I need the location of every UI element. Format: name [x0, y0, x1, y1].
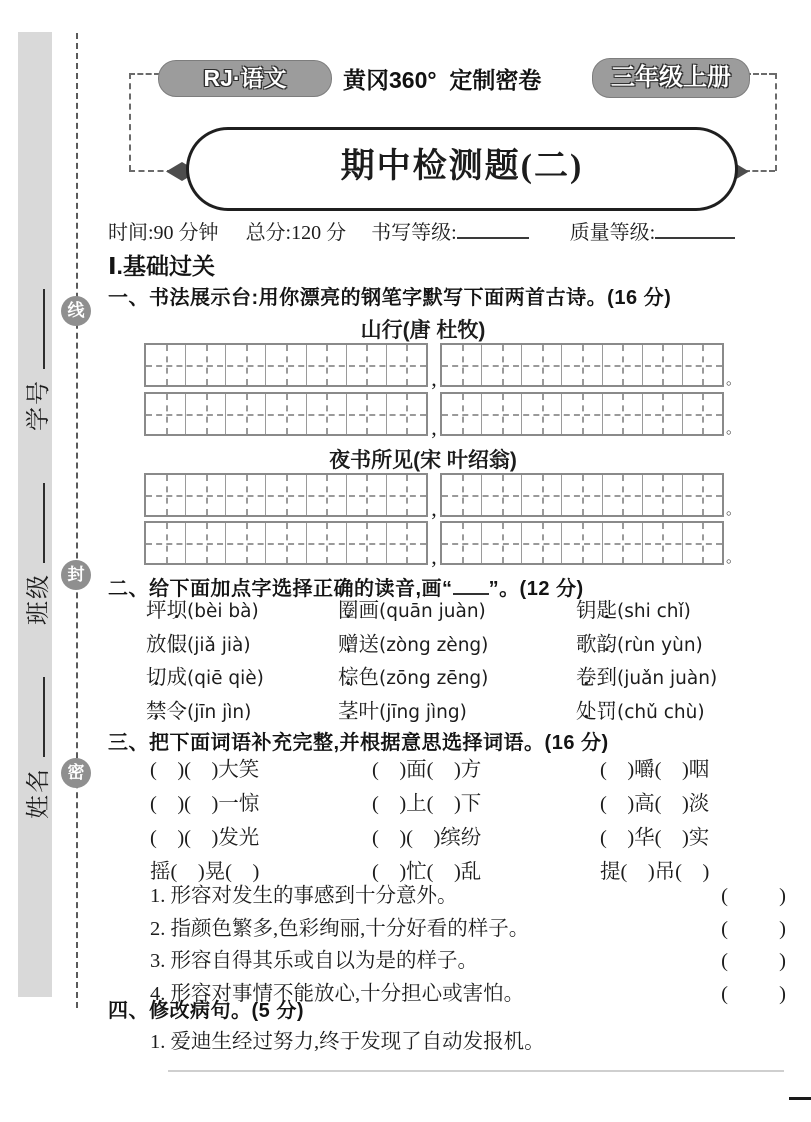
writing-cell[interactable] — [226, 394, 266, 434]
time-label: 时间:90 分钟 — [108, 222, 219, 244]
writing-cell[interactable] — [643, 475, 683, 515]
writing-grid[interactable] — [144, 392, 428, 436]
subject-badge: RJ·语文 — [158, 60, 332, 97]
writing-cell[interactable] — [482, 345, 522, 385]
writing-grade-field[interactable] — [457, 218, 529, 239]
writing-cell[interactable] — [683, 394, 722, 434]
total-score-label: 总分:120 分 — [245, 222, 347, 244]
writing-cell[interactable] — [146, 475, 186, 515]
phrase-item[interactable]: ( )嚼( )咽 — [600, 759, 710, 781]
phrase-item[interactable]: 提( )吊( ) — [600, 861, 710, 883]
writing-cell[interactable] — [522, 345, 562, 385]
definition-answer-field[interactable]: ( ) — [721, 885, 786, 907]
part1-heading: Ⅰ.基础过关 — [108, 253, 215, 279]
definition-text: 1. 形容对发生的事感到十分意外。 — [150, 885, 458, 907]
exam-body — [108, 212, 800, 1122]
writing-cell[interactable] — [603, 523, 643, 563]
pronunciation-choices — [108, 595, 800, 729]
writing-cell[interactable] — [683, 345, 722, 385]
definition-answer-field[interactable]: ( ) — [721, 982, 786, 1005]
writing-cell[interactable] — [226, 475, 266, 515]
student-info-fields — [18, 32, 52, 997]
writing-cell[interactable] — [387, 523, 426, 563]
definition-text: 3. 形容自得其乐或自以为是的样子。 — [150, 950, 478, 972]
writing-cell[interactable] — [307, 523, 347, 563]
word-item[interactable]: 歌韵(rùn yùn) — [576, 633, 703, 656]
phrase-item[interactable]: ( )高( )淡 — [600, 793, 710, 815]
question3-heading: 三、把下面词语补充完整,并根据意思选择词语。(16 分) — [108, 732, 609, 754]
writing-cell[interactable] — [603, 475, 643, 515]
writing-cell[interactable] — [643, 523, 683, 563]
page-crop-mark — [789, 1097, 811, 1100]
word-item[interactable]: 卷到(juǎn juàn) — [576, 667, 718, 689]
writing-cell[interactable] — [562, 523, 602, 563]
exam-meta-row — [108, 216, 800, 245]
writing-cell[interactable] — [387, 345, 426, 385]
question4-heading: 四、修改病句。(5 分) — [108, 1000, 304, 1022]
class-field[interactable] — [19, 483, 45, 563]
word-item[interactable]: 切成(qiē qiè) — [146, 667, 264, 689]
word-item[interactable]: 棕色(zōng zēng) — [338, 667, 489, 689]
definition-row — [150, 880, 786, 913]
question2-heading-pre: 二、给下面加点字选择正确的读音,画“ — [108, 578, 453, 600]
grid-period: 。 — [726, 502, 742, 518]
series-title: 黄冈360° 定制密卷 — [343, 67, 542, 93]
writing-cell[interactable] — [307, 345, 347, 385]
writing-cell[interactable] — [482, 475, 522, 515]
writing-cell[interactable] — [307, 394, 347, 434]
writing-cell[interactable] — [442, 394, 482, 434]
seal-char-xian: 线 — [61, 296, 91, 326]
writing-cell[interactable] — [442, 345, 482, 385]
writing-cell[interactable] — [562, 345, 602, 385]
phrase-item[interactable]: ( )( )缤纷 — [372, 827, 482, 849]
grid-period: 。 — [726, 372, 742, 388]
name-label: 姓名 — [25, 767, 52, 819]
writing-cell[interactable] — [266, 394, 306, 434]
writing-cell[interactable] — [482, 523, 522, 563]
exam-title: 期中检测题(二) — [186, 127, 738, 211]
writing-cell[interactable] — [186, 523, 226, 563]
word-item[interactable]: 圈画(quān juàn) — [338, 600, 486, 622]
writing-cell[interactable] — [387, 475, 426, 515]
writing-cell[interactable] — [347, 523, 387, 563]
writing-cell[interactable] — [442, 523, 482, 563]
definition-row — [150, 913, 786, 946]
writing-grid[interactable] — [144, 473, 428, 517]
writing-cell[interactable] — [683, 523, 722, 563]
writing-cell[interactable] — [522, 475, 562, 515]
poem1-title: 山行(唐 杜牧) — [360, 319, 486, 342]
grid-period: 。 — [726, 550, 742, 566]
writing-grid[interactable] — [144, 343, 428, 387]
name-field[interactable] — [19, 677, 45, 757]
student-number-field[interactable] — [19, 289, 45, 369]
word-item[interactable]: 放假(jiǎ jià) — [146, 633, 251, 656]
writing-cell[interactable] — [347, 475, 387, 515]
writing-cell[interactable] — [522, 394, 562, 434]
writing-cell[interactable] — [683, 475, 722, 515]
phrase-item[interactable]: ( )上( )下 — [372, 793, 482, 815]
question1-heading: 一、书法展示台:用你漂亮的钢笔字默写下面两首古诗。(16 分) — [108, 287, 672, 309]
word-item[interactable]: 茎叶(jīng jìng) — [338, 700, 467, 723]
question2-heading-blank — [453, 577, 489, 595]
phrase-item[interactable]: ( )( )大笑 — [150, 759, 260, 781]
definition-text: 2. 指颜色繁多,色彩绚丽,十分好看的样子。 — [150, 917, 530, 940]
student-number-label: 学号 — [25, 379, 52, 431]
writing-grid[interactable] — [440, 521, 724, 565]
writing-cell[interactable] — [226, 523, 266, 563]
writing-cell[interactable] — [266, 345, 306, 385]
seal-char-feng: 封 — [61, 560, 91, 590]
writing-cell[interactable] — [522, 523, 562, 563]
definition-list — [108, 880, 800, 1010]
writing-cell[interactable] — [442, 475, 482, 515]
writing-cell[interactable] — [146, 394, 186, 434]
word-item[interactable]: 钥匙(shi chǐ) — [576, 600, 691, 622]
word-item[interactable]: 赠送(zòng zèng) — [338, 633, 489, 656]
phrase-item[interactable]: ( )( )发光 — [150, 827, 260, 849]
poem1-line2 — [144, 392, 800, 440]
phrase-item[interactable]: ( )( )一惊 — [150, 793, 260, 815]
writing-cell[interactable] — [347, 394, 387, 434]
writing-cell[interactable] — [562, 475, 602, 515]
writing-cell[interactable] — [186, 475, 226, 515]
phrase-item[interactable]: ( )面( )方 — [372, 759, 482, 781]
seal-char-mi: 密 — [61, 758, 91, 788]
writing-cell[interactable] — [266, 523, 306, 563]
quality-grade-label: 质量等级: — [569, 222, 656, 244]
definition-answer-field[interactable]: ( ) — [721, 917, 786, 940]
writing-cell[interactable] — [387, 394, 426, 434]
question4-sentence: 1. 爱迪生经过努力,终于发现了自动发报机。 — [150, 1031, 545, 1053]
writing-cell[interactable] — [266, 475, 306, 515]
definition-row — [150, 945, 786, 978]
poem2-title: 夜书所见(宋 叶绍翁) — [329, 449, 517, 472]
phrase-item[interactable]: ( )华( )实 — [600, 827, 710, 849]
poem2-line2 — [144, 521, 800, 569]
writing-cell[interactable] — [307, 475, 347, 515]
writing-cell[interactable] — [146, 345, 186, 385]
seal-dashed-line — [76, 33, 78, 1008]
grade-badge: 三年级上册 — [592, 58, 750, 98]
grid-comma: , — [431, 544, 437, 569]
quality-grade-field[interactable] — [655, 218, 735, 239]
word-item[interactable]: 处罚(chǔ chù) — [576, 700, 705, 723]
question2-heading-post: ”。(12 分) — [488, 578, 584, 600]
header-dash-left — [129, 73, 131, 171]
phrase-item[interactable]: ( )忙( )乱 — [372, 861, 482, 883]
grid-period: 。 — [726, 421, 742, 437]
writing-cell[interactable] — [347, 345, 387, 385]
grid-comma: , — [431, 496, 437, 521]
writing-cell[interactable] — [643, 394, 683, 434]
writing-cell[interactable] — [562, 394, 602, 434]
class-label: 班级 — [25, 573, 52, 625]
grid-comma: , — [431, 366, 437, 391]
phrase-item[interactable]: 摇( )晃( ) — [150, 861, 260, 883]
word-item[interactable]: 坪坝(bèi bà) — [146, 600, 259, 622]
poem1-line1 — [144, 343, 800, 391]
writing-cell[interactable] — [186, 345, 226, 385]
word-item[interactable]: 禁令(jīn jìn) — [146, 700, 252, 723]
poem2-line1 — [144, 473, 800, 521]
writing-grid[interactable] — [440, 392, 724, 436]
definition-answer-field[interactable]: ( ) — [721, 950, 786, 972]
definition-text: 4. 形容对事情不能放心,十分担心或害怕。 — [150, 982, 525, 1005]
phrase-completion-grid — [108, 753, 800, 889]
writing-grade-label: 书写等级: — [371, 222, 457, 244]
writing-grid[interactable] — [144, 521, 428, 565]
writing-cell[interactable] — [146, 523, 186, 563]
answer-line[interactable] — [168, 1070, 784, 1072]
grid-comma: , — [431, 415, 437, 440]
writing-cell[interactable] — [482, 394, 522, 434]
writing-cell[interactable] — [603, 394, 643, 434]
writing-grid[interactable] — [440, 473, 724, 517]
writing-cell[interactable] — [186, 394, 226, 434]
header-dash-top-left — [129, 73, 160, 75]
writing-cell[interactable] — [226, 345, 266, 385]
writing-grid[interactable] — [440, 343, 724, 387]
header-dash-right — [775, 73, 777, 171]
writing-cell[interactable] — [643, 345, 683, 385]
writing-cell[interactable] — [603, 345, 643, 385]
